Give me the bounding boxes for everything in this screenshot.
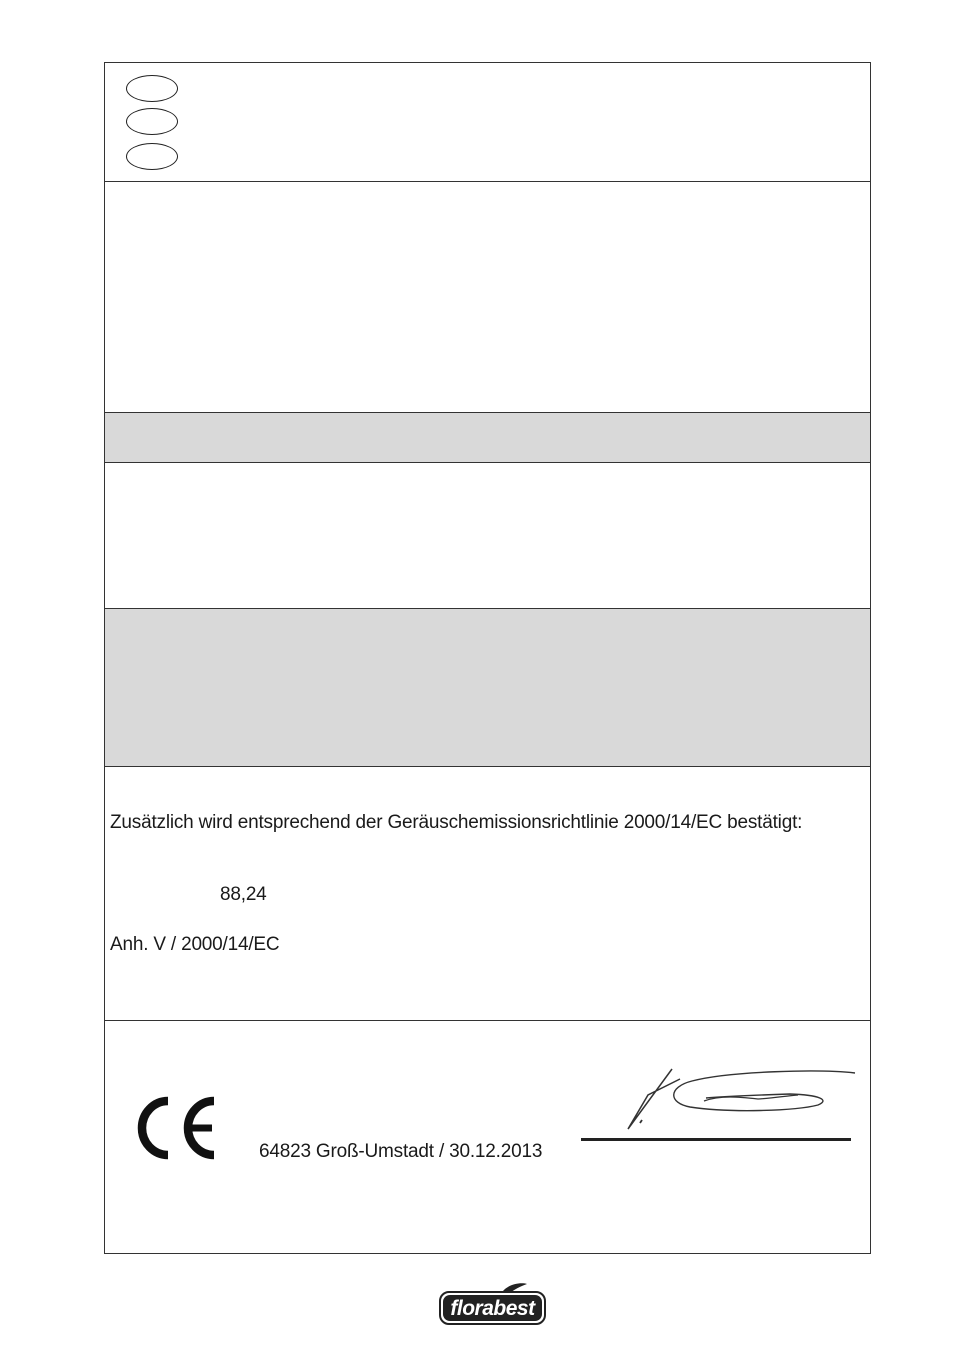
signature-line [581,1138,851,1141]
language-code-circle [126,143,178,170]
ce-mark-icon [135,1093,219,1163]
product-description-row [105,182,870,413]
signature-row [105,1021,870,1255]
signature-image [580,1065,865,1140]
language-codes-row [105,63,870,182]
standards-row [105,609,870,767]
declaration-form [104,62,871,1254]
directive-list-row [105,463,870,609]
florabest-logo [437,1282,547,1326]
noise-statement: Zusätzlich wird entsprechend der Geräuschemissionsrichtlinie 2000/14/EC bestätigt: [110,812,803,833]
annex-reference: Anh. V / 2000/14/EC [110,934,280,955]
language-code-circle [126,108,178,135]
noise-emission-row [105,767,870,1021]
directive-header-row [105,413,870,463]
svg-text:florabest: florabest [450,1297,535,1320]
place-and-date: 64823 Groß-Umstadt / 30.12.2013 [259,1141,543,1162]
language-code-circle [126,75,178,102]
sound-power-value: 88,24 [220,884,267,905]
